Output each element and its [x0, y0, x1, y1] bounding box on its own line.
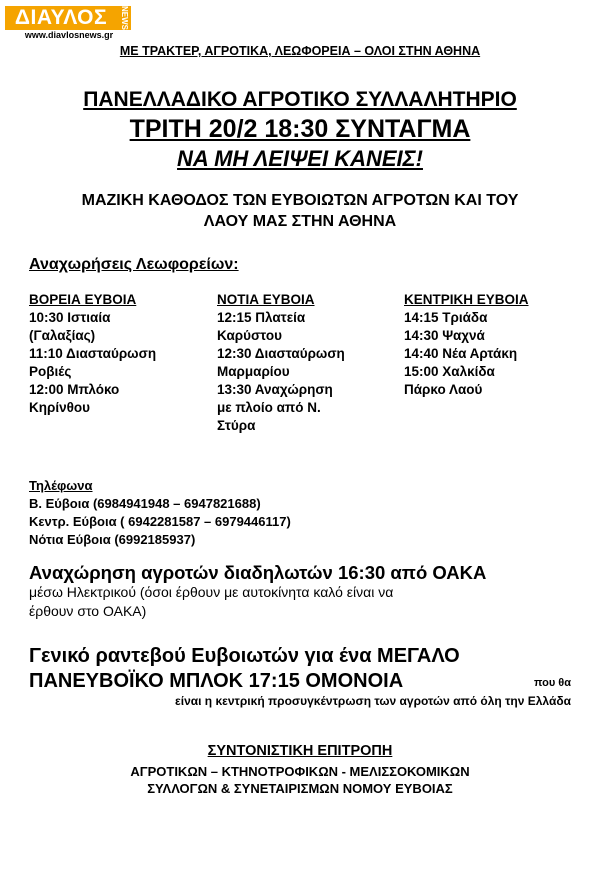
region-name: ΝΟΤΙΑ ΕΥΒΟΙΑ — [217, 292, 315, 307]
meeting-highlight: ΠΑΝΕΥΒΟΪΚΟ ΜΠΛΟΚ 17:15 ΟΜΟΝΟΙΑ — [29, 670, 404, 692]
schedule-line: Καρύστου — [217, 328, 282, 343]
meeting-tail: που θα — [533, 677, 571, 689]
schedule-line: Στύρα — [217, 418, 256, 433]
schedule-line: Κηρίνθου — [29, 400, 91, 415]
phones-title: Τηλέφωνα — [29, 478, 93, 493]
top-line: ΜΕ ΤΡΑΚΤΕΡ, ΑΓΡΟΤΙΚΑ, ΛΕΩΦΟΡΕΙΑ – ΟΛΟΙ ΣΤΗΝ ΑΘΗΝΑ — [119, 44, 481, 58]
subheadline-line2: ΛΑΟΥ ΜΑΣ ΣΤΗΝ ΑΘΗΝΑ — [203, 213, 397, 230]
logo-url: www.diavlosnews.gr — [24, 30, 114, 40]
schedule-line: με πλοίο από Ν. — [217, 400, 321, 415]
region-south — [217, 291, 345, 435]
phones-block — [29, 477, 291, 549]
region-name: ΒΟΡΕΙΑ ΕΥΒΟΙΑ — [29, 292, 137, 307]
schedule-line: 15:00 Χαλκίδα — [404, 364, 495, 379]
region-central — [404, 291, 529, 399]
schedule-line: 14:40 Νέα Αρτάκη — [404, 346, 518, 361]
farmers-departure-line3: έρθουν στο ΟΑΚΑ) — [29, 603, 147, 619]
subheadline-line1: ΜΑΖΙΚΗ ΚΑΘΟΔΟΣ ΤΩΝ ΕΥΒΟΙΩΤΩΝ ΑΓΡΟΤΩΝ ΚΑΙ ΤΟΥ — [81, 192, 519, 209]
headline-line1: ΠΑΝΕΛΛΑΔΙΚΟ ΑΓΡΟΤΙΚΟ ΣΥΛΛΑΛΗΤΗΡΙΟ — [83, 88, 517, 111]
schedule-line: Ροβιές — [29, 364, 72, 379]
meeting-line2 — [29, 670, 571, 693]
farmers-departure-title: Αναχώρηση αγροτών διαδηλωτών 16:30 από ΟΑΚΑ — [29, 562, 487, 583]
schedule-line: 12:00 Μπλόκο — [29, 382, 120, 397]
departures-title: Αναχωρήσεις Λεωφορείων: — [29, 256, 239, 273]
phone-line: Β. Εύβοια (6984941948 – 6947821688) — [29, 496, 261, 511]
farmers-departure-line2: μέσω Ηλεκτρικού (όσοι έρθουν με αυτοκίνητα καλό είναι να — [29, 584, 394, 600]
logo-brand: ΔΙΑΥΛΟΣ — [5, 6, 117, 30]
region-name: ΚΕΝΤΡΙΚΗ ΕΥΒΟΙΑ — [404, 292, 529, 307]
logo-tag: NEWS — [117, 6, 131, 30]
meeting-line3: είναι η κεντρική προσυγκέντρωση των αγροτών από όλη την Ελλάδα — [175, 694, 571, 708]
schedule-line: 10:30 Ιστιαία — [29, 310, 111, 325]
schedule-line: (Γαλαξίας) — [29, 328, 96, 343]
schedule-line: Πάρκο Λαού — [404, 382, 483, 397]
committee-line1: ΑΓΡΟΤΙΚΩΝ – ΚΤΗΝΟΤΡΟΦΙΚΩΝ - ΜΕΛΙΣΣΟΚΟΜΙΚΩΝ — [130, 764, 470, 779]
logo — [5, 6, 133, 38]
headline-line2: ΤΡΙΤΗ 20/2 18:30 ΣΥΝΤΑΓΜΑ — [129, 115, 471, 143]
schedule-line: 14:15 Τριάδα — [404, 310, 488, 325]
committee-title: ΣΥΝΤΟΝΙΣΤΙΚΗ ΕΠΙΤΡΟΠΗ — [207, 743, 393, 759]
phone-line: Κεντρ. Εύβοια ( 6942281587 – 6979446117) — [29, 514, 291, 529]
phone-line: Νότια Εύβοια (6992185937) — [29, 532, 196, 547]
headline-line3: ΝΑ ΜΗ ΛΕΙΨΕΙ ΚΑΝΕΙΣ! — [177, 146, 423, 171]
schedule-line: 12:15 Πλατεία — [217, 310, 306, 325]
meeting-line1: Γενικό ραντεβού Ευβοιωτών για ένα ΜΕΓΑΛΟ — [29, 645, 460, 667]
schedule-line: 12:30 Διασταύρωση — [217, 346, 345, 361]
region-north — [29, 291, 156, 417]
schedule-line: Μαρμαρίου — [217, 364, 290, 379]
schedule-line: 14:30 Ψαχνά — [404, 328, 485, 343]
committee-line2: ΣΥΛΛΟΓΩΝ & ΣΥΝΕΤΑΙΡΙΣΜΩΝ ΝΟΜΟΥ ΕΥΒΟΙΑΣ — [147, 781, 453, 796]
schedule-line: 11:10 Διασταύρωση — [29, 346, 157, 361]
schedule-line: 13:30 Αναχώρηση — [217, 382, 333, 397]
